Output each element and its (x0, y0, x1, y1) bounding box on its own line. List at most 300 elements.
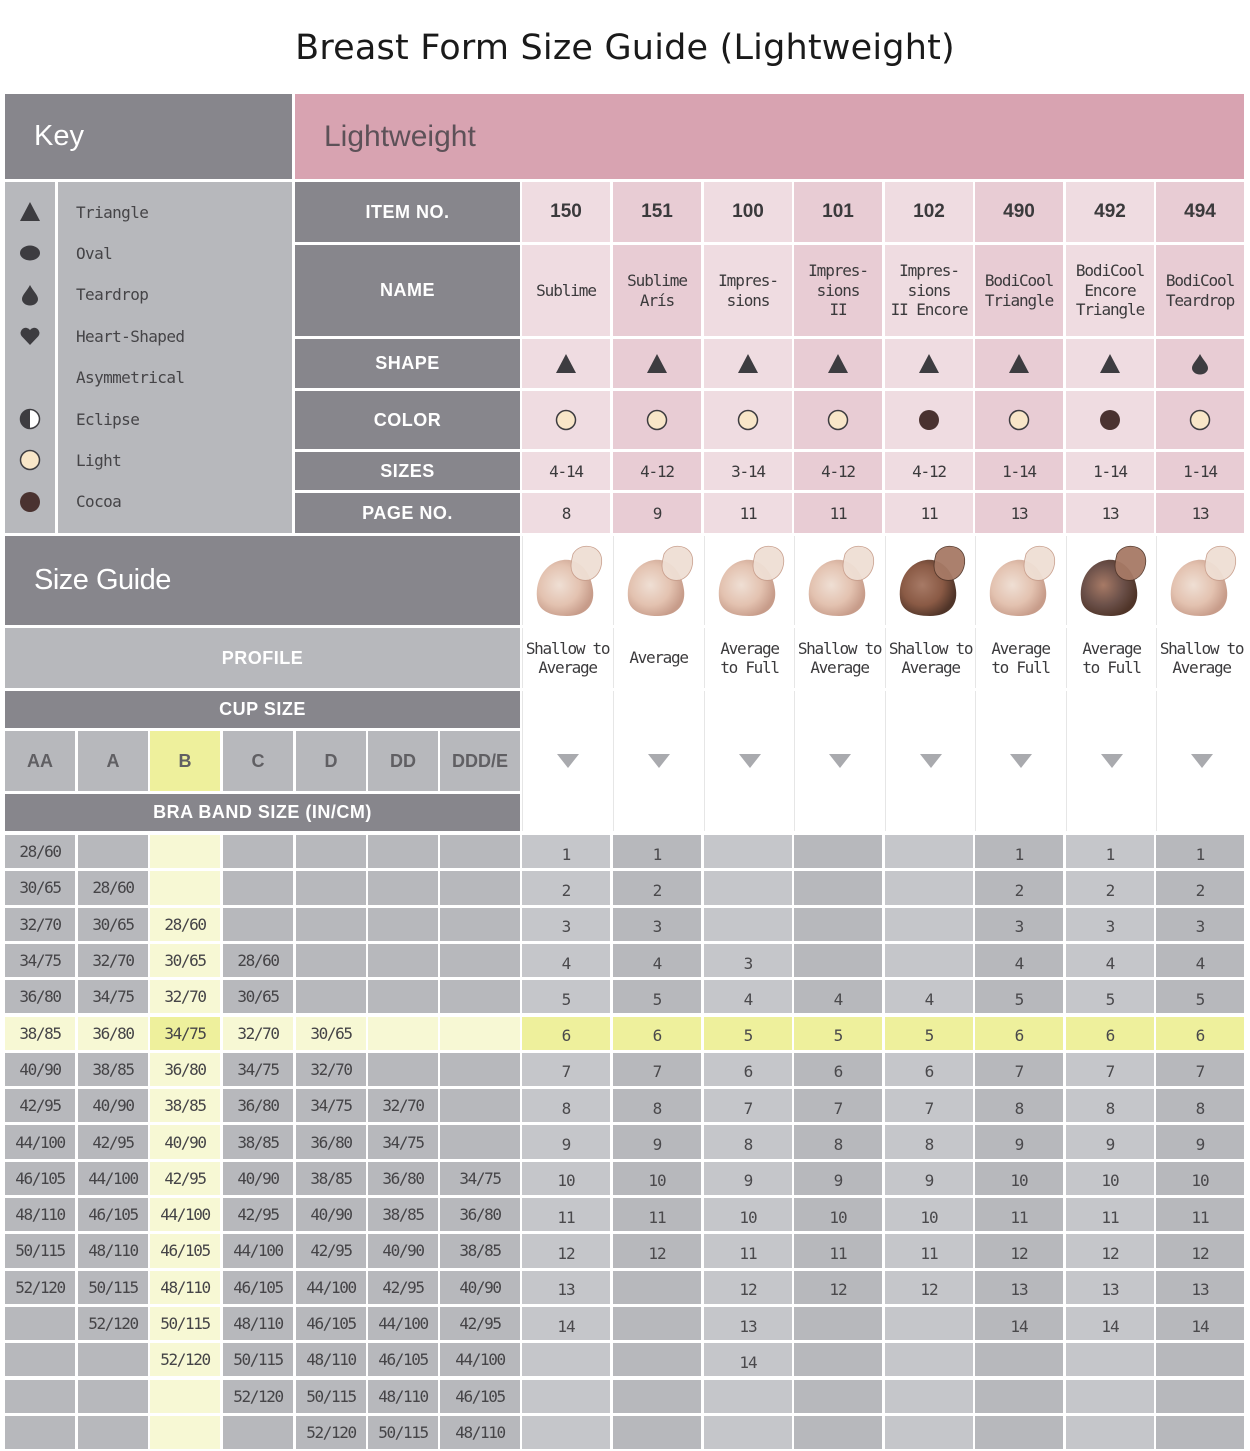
item-number: 151 (613, 182, 701, 242)
color-cell (613, 391, 701, 449)
product-size-cell: 2 (1156, 871, 1244, 904)
band-size-cell: 46/105 (296, 1307, 366, 1340)
product-size-cell: 5 (885, 1017, 973, 1050)
cup-size-d[interactable]: D (296, 731, 366, 791)
down-arrow-icon (829, 754, 851, 768)
band-size-cell (150, 871, 220, 904)
band-size-cell (78, 1416, 148, 1449)
band-size-cell: 52/120 (5, 1271, 75, 1304)
band-size-cell: 38/85 (296, 1162, 366, 1195)
cup-size-ddd-e[interactable]: DDD/E (440, 731, 520, 791)
product-size-cell: 11 (1066, 1198, 1154, 1231)
page-number: 9 (613, 493, 701, 533)
light-form-photo (523, 536, 613, 625)
band-size-cell (5, 1380, 75, 1413)
band-size-cell: 42/95 (78, 1125, 148, 1158)
lightweight-header: Lightweight (295, 94, 1244, 179)
product-size-cell (794, 908, 882, 941)
row-label-shape: SHAPE (295, 339, 520, 388)
key-label: Heart-Shaped (76, 326, 185, 346)
page-number: 11 (794, 493, 882, 533)
size-arrow-cell (1066, 691, 1156, 831)
size-arrow-cell (613, 691, 703, 831)
band-size-cell (368, 944, 438, 977)
sizes-value: 4-12 (613, 452, 701, 490)
heart-icon (5, 322, 55, 350)
product-size-cell (613, 1343, 701, 1376)
product-size-cell (885, 1416, 973, 1449)
cup-size-label: CUP SIZE (5, 691, 520, 728)
triangle-icon (555, 353, 577, 375)
profile-value: Average to Full (1066, 628, 1156, 688)
color-cell (975, 391, 1063, 449)
band-size-cell (296, 980, 366, 1013)
light-form-photo (614, 536, 704, 625)
sizes-value: 4-12 (885, 452, 973, 490)
band-size-cell: 28/60 (150, 908, 220, 941)
key-icon-column (5, 182, 55, 533)
product-size-cell: 7 (885, 1089, 973, 1122)
product-size-cell (885, 1343, 973, 1376)
sizes-value: 1-14 (1156, 452, 1244, 490)
band-size-cell: 32/70 (78, 944, 148, 977)
band-size-cell (440, 1017, 520, 1050)
band-size-cell: 48/110 (5, 1198, 75, 1231)
cocoa-icon (1099, 409, 1121, 431)
product-size-cell (1156, 1380, 1244, 1413)
band-size-cell: 50/115 (5, 1234, 75, 1267)
band-size-cell: 34/75 (78, 980, 148, 1013)
item-number: 490 (975, 182, 1063, 242)
band-size-cell: 44/100 (78, 1162, 148, 1195)
band-size-cell: 46/105 (223, 1271, 293, 1304)
band-size-cell: 48/110 (296, 1343, 366, 1376)
band-size-cell: 50/115 (368, 1416, 438, 1449)
sizes-value: 4-14 (522, 452, 610, 490)
product-size-cell: 1 (613, 835, 701, 868)
product-size-cell: 7 (1156, 1053, 1244, 1086)
band-size-cell: 42/95 (5, 1089, 75, 1122)
product-size-cell: 6 (975, 1017, 1063, 1050)
band-size-cell: 44/100 (368, 1307, 438, 1340)
shape-cell (885, 339, 973, 388)
band-size-cell: 50/115 (150, 1307, 220, 1340)
product-size-cell: 6 (704, 1053, 792, 1086)
cup-size-c[interactable]: C (223, 731, 293, 791)
band-size-cell (5, 1343, 75, 1376)
band-size-cell: 40/90 (5, 1053, 75, 1086)
product-size-cell: 10 (1066, 1162, 1154, 1195)
product-size-cell: 8 (613, 1089, 701, 1122)
product-size-cell: 12 (1156, 1234, 1244, 1267)
product-size-cell: 13 (1066, 1271, 1154, 1304)
page-number: 11 (704, 493, 792, 533)
triangle-icon (646, 353, 668, 375)
band-size-cell (296, 944, 366, 977)
product-size-cell: 1 (1156, 835, 1244, 868)
product-size-cell: 1 (975, 835, 1063, 868)
product-name: Impres- sions (704, 245, 792, 336)
color-cell (1156, 391, 1244, 449)
band-size-cell: 36/80 (368, 1162, 438, 1195)
product-size-cell: 9 (1156, 1125, 1244, 1158)
product-size-cell: 6 (1066, 1017, 1154, 1050)
product-name: Sublime Arís (613, 245, 701, 336)
band-size-cell: 34/75 (440, 1162, 520, 1195)
band-size-cell: 32/70 (368, 1089, 438, 1122)
band-size-cell (150, 1416, 220, 1449)
product-size-cell: 12 (975, 1234, 1063, 1267)
cocoa-form-photo (886, 536, 976, 625)
product-size-cell: 1 (522, 835, 610, 868)
size-arrow-cell (704, 691, 794, 831)
band-size-cell: 42/95 (368, 1271, 438, 1304)
product-size-cell (794, 835, 882, 868)
band-size-cell: 34/75 (5, 944, 75, 977)
product-photo-cell (975, 536, 1065, 625)
band-size-cell: 46/105 (368, 1343, 438, 1376)
product-size-cell: 10 (885, 1198, 973, 1231)
product-size-cell: 2 (1066, 871, 1154, 904)
band-size-cell (223, 835, 293, 868)
band-size-cell: 32/70 (5, 908, 75, 941)
product-size-cell (613, 1271, 701, 1304)
band-size-cell: 46/105 (5, 1162, 75, 1195)
band-size-cell: 34/75 (296, 1089, 366, 1122)
band-size-cell: 46/105 (78, 1198, 148, 1231)
product-size-cell (1066, 1416, 1154, 1449)
product-size-cell (522, 1380, 610, 1413)
band-size-cell (368, 871, 438, 904)
page-number: 13 (1156, 493, 1244, 533)
eclipse-icon (5, 405, 55, 433)
product-size-cell: 7 (1066, 1053, 1154, 1086)
band-size-cell (368, 908, 438, 941)
product-size-cell (1066, 1343, 1154, 1376)
triangle-icon (918, 353, 940, 375)
band-size-cell (440, 908, 520, 941)
product-size-cell (794, 1343, 882, 1376)
product-size-cell: 4 (522, 944, 610, 977)
sizes-value: 4-12 (794, 452, 882, 490)
band-size-cell: 38/85 (440, 1234, 520, 1267)
product-size-cell (613, 1416, 701, 1449)
product-name: Impres- sions II Encore (885, 245, 973, 336)
shape-cell (704, 339, 792, 388)
product-size-cell (885, 944, 973, 977)
band-size-cell (440, 980, 520, 1013)
product-size-cell: 1 (1066, 835, 1154, 868)
band-size-cell: 38/85 (150, 1089, 220, 1122)
product-size-cell: 11 (975, 1198, 1063, 1231)
product-size-cell: 12 (1066, 1234, 1154, 1267)
down-arrow-icon (648, 754, 670, 768)
triangle-icon (5, 198, 55, 226)
band-size-cell: 36/80 (223, 1089, 293, 1122)
size-arrow-cell (975, 691, 1065, 831)
product-size-cell (522, 1416, 610, 1449)
down-arrow-icon (1191, 754, 1213, 768)
band-size-cell: 30/65 (296, 1017, 366, 1050)
product-size-cell: 12 (613, 1234, 701, 1267)
product-size-cell: 6 (613, 1017, 701, 1050)
color-cell (704, 391, 792, 449)
product-size-cell: 11 (613, 1198, 701, 1231)
cup-size-dd[interactable]: DD (368, 731, 438, 791)
product-size-cell (794, 1380, 882, 1413)
product-size-cell (1066, 1380, 1154, 1413)
product-size-cell (885, 1380, 973, 1413)
key-label: Teardrop (76, 285, 149, 305)
product-size-cell: 4 (794, 980, 882, 1013)
band-size-cell: 40/90 (150, 1125, 220, 1158)
product-size-cell: 12 (704, 1271, 792, 1304)
product-size-cell: 8 (975, 1089, 1063, 1122)
product-size-cell: 8 (522, 1089, 610, 1122)
band-size-cell (5, 1307, 75, 1340)
product-size-cell (794, 1416, 882, 1449)
size-arrow-cell (522, 691, 612, 831)
product-size-cell: 14 (704, 1343, 792, 1376)
down-arrow-icon (739, 754, 761, 768)
cup-size-b[interactable]: B (150, 731, 220, 791)
band-size-cell: 50/115 (223, 1343, 293, 1376)
band-size-cell: 48/110 (440, 1416, 520, 1449)
band-size-cell: 42/95 (150, 1162, 220, 1195)
band-size-cell: 40/90 (296, 1198, 366, 1231)
product-size-cell: 4 (885, 980, 973, 1013)
band-size-cell (368, 835, 438, 868)
band-size-cell: 48/110 (223, 1307, 293, 1340)
light-icon (737, 409, 759, 431)
shape-cell (613, 339, 701, 388)
item-number: 100 (704, 182, 792, 242)
product-size-cell (885, 1307, 973, 1340)
band-size-cell (296, 908, 366, 941)
product-size-cell: 14 (1156, 1307, 1244, 1340)
band-size-cell: 34/75 (223, 1053, 293, 1086)
product-photo-cell (704, 536, 794, 625)
cup-size-aa[interactable]: AA (5, 731, 75, 791)
band-size-cell (440, 944, 520, 977)
product-size-cell: 4 (1066, 944, 1154, 977)
product-size-cell: 11 (522, 1198, 610, 1231)
band-size-cell: 38/85 (78, 1053, 148, 1086)
product-size-cell: 8 (1156, 1089, 1244, 1122)
size-arrow-cell (794, 691, 884, 831)
product-size-cell: 12 (885, 1271, 973, 1304)
color-cell (885, 391, 973, 449)
teardrop-icon (1189, 353, 1211, 375)
light-icon (827, 409, 849, 431)
product-size-cell: 5 (794, 1017, 882, 1050)
product-size-cell: 3 (1156, 908, 1244, 941)
product-size-cell: 3 (704, 944, 792, 977)
page-number: 11 (885, 493, 973, 533)
cocoa-icon (918, 409, 940, 431)
band-size-cell (296, 835, 366, 868)
product-size-cell: 3 (1066, 908, 1154, 941)
page-number: 8 (522, 493, 610, 533)
product-photo-cell (613, 536, 703, 625)
product-size-cell: 9 (613, 1125, 701, 1158)
product-size-cell: 3 (613, 908, 701, 941)
light-icon (555, 409, 577, 431)
item-number: 102 (885, 182, 973, 242)
product-size-cell: 3 (522, 908, 610, 941)
band-size-cell: 36/80 (78, 1017, 148, 1050)
band-size-cell: 36/80 (440, 1198, 520, 1231)
band-size-cell: 44/100 (296, 1271, 366, 1304)
product-size-cell: 10 (704, 1198, 792, 1231)
key-label: Light (76, 450, 122, 470)
product-size-cell: 12 (522, 1234, 610, 1267)
triangle-icon (1008, 353, 1030, 375)
product-size-cell: 7 (704, 1089, 792, 1122)
product-size-cell (885, 871, 973, 904)
product-size-cell (704, 835, 792, 868)
product-size-cell: 14 (522, 1307, 610, 1340)
cocoa-form-photo (1067, 536, 1157, 625)
band-size-cell: 52/120 (223, 1380, 293, 1413)
product-size-cell: 9 (975, 1125, 1063, 1158)
shape-cell (794, 339, 882, 388)
product-size-cell: 10 (975, 1162, 1063, 1195)
product-size-cell (885, 835, 973, 868)
key-label: Cocoa (76, 492, 122, 512)
light-icon (1189, 409, 1211, 431)
triangle-icon (737, 353, 759, 375)
key-label: Oval (76, 243, 113, 263)
product-photo-cell (1066, 536, 1156, 625)
band-size-cell: 44/100 (223, 1234, 293, 1267)
profile-value: Shallow to Average (1156, 628, 1246, 688)
down-arrow-icon (920, 754, 942, 768)
cup-size-a[interactable]: A (78, 731, 148, 791)
product-size-cell: 7 (975, 1053, 1063, 1086)
band-size-cell: 38/85 (368, 1198, 438, 1231)
item-number: 494 (1156, 182, 1244, 242)
page-title: Breast Form Size Guide (Lightweight) (295, 28, 955, 68)
color-cell (522, 391, 610, 449)
product-size-cell: 10 (794, 1198, 882, 1231)
band-size-cell: 46/105 (440, 1380, 520, 1413)
profile-value: Average to Full (704, 628, 794, 688)
product-size-cell (613, 1307, 701, 1340)
product-size-cell: 5 (704, 1017, 792, 1050)
band-size-cell: 30/65 (5, 871, 75, 904)
band-size-cell: 48/110 (368, 1380, 438, 1413)
page-number: 13 (975, 493, 1063, 533)
product-photo-cell (522, 536, 612, 625)
key-blank-icon-slot (5, 364, 55, 392)
product-size-cell: 9 (522, 1125, 610, 1158)
profile-value: Shallow to Average (794, 628, 884, 688)
row-label-sizes: SIZES (295, 452, 520, 490)
product-size-cell (794, 1307, 882, 1340)
product-size-cell: 6 (522, 1017, 610, 1050)
product-size-cell: 5 (522, 980, 610, 1013)
profile-value: Shallow to Average (885, 628, 975, 688)
triangle-icon (1099, 353, 1121, 375)
band-size-label: BRA BAND SIZE (IN/CM) (5, 794, 520, 831)
product-photo-cell (794, 536, 884, 625)
product-size-cell (613, 1380, 701, 1413)
product-size-cell: 8 (1066, 1089, 1154, 1122)
product-name: Impres- sions II (794, 245, 882, 336)
band-size-cell: 28/60 (78, 871, 148, 904)
band-size-cell: 48/110 (78, 1234, 148, 1267)
key-label: Triangle (76, 202, 149, 222)
band-size-cell (440, 1089, 520, 1122)
product-size-cell (975, 1416, 1063, 1449)
product-size-cell: 7 (613, 1053, 701, 1086)
band-size-cell: 50/115 (78, 1271, 148, 1304)
band-size-cell: 36/80 (150, 1053, 220, 1086)
band-size-cell (440, 1053, 520, 1086)
product-size-cell: 13 (1156, 1271, 1244, 1304)
band-size-cell: 44/100 (440, 1343, 520, 1376)
down-arrow-icon (557, 754, 579, 768)
light-icon (5, 446, 55, 474)
product-size-cell (975, 1380, 1063, 1413)
band-size-cell: 50/115 (296, 1380, 366, 1413)
product-size-cell: 14 (975, 1307, 1063, 1340)
band-size-cell: 40/90 (78, 1089, 148, 1122)
product-name: BodiCool Triangle (975, 245, 1063, 336)
product-size-cell: 13 (975, 1271, 1063, 1304)
key-label-column (58, 182, 292, 533)
down-arrow-icon (1101, 754, 1123, 768)
item-number: 150 (522, 182, 610, 242)
product-size-cell: 4 (1156, 944, 1244, 977)
color-cell (794, 391, 882, 449)
band-size-cell (296, 871, 366, 904)
shape-cell (1156, 339, 1244, 388)
oval-icon (5, 239, 55, 267)
band-size-cell: 32/70 (296, 1053, 366, 1086)
product-size-cell: 5 (1066, 980, 1154, 1013)
profile-value: Average to Full (975, 628, 1065, 688)
product-size-cell: 9 (1066, 1125, 1154, 1158)
band-size-cell: 40/90 (223, 1162, 293, 1195)
product-size-cell (1156, 1343, 1244, 1376)
band-size-cell: 34/75 (368, 1125, 438, 1158)
band-size-cell (78, 835, 148, 868)
band-size-cell (78, 1380, 148, 1413)
band-size-cell: 40/90 (368, 1234, 438, 1267)
product-size-cell (704, 871, 792, 904)
band-size-cell: 52/120 (78, 1307, 148, 1340)
product-size-cell (704, 1416, 792, 1449)
profile-label: PROFILE (5, 628, 520, 688)
product-size-cell: 12 (794, 1271, 882, 1304)
product-photo-cell (1156, 536, 1246, 625)
band-size-cell (440, 1125, 520, 1158)
band-size-cell: 42/95 (223, 1198, 293, 1231)
band-size-cell (440, 871, 520, 904)
band-size-cell: 32/70 (150, 980, 220, 1013)
profile-value: Average (613, 628, 703, 688)
band-size-cell: 40/90 (440, 1271, 520, 1304)
product-size-cell (1156, 1416, 1244, 1449)
product-size-cell: 11 (1156, 1198, 1244, 1231)
product-size-cell: 10 (613, 1162, 701, 1195)
product-size-cell: 11 (794, 1234, 882, 1267)
key-label: Asymmetrical (76, 368, 185, 388)
band-size-cell (368, 980, 438, 1013)
band-size-cell (150, 1380, 220, 1413)
